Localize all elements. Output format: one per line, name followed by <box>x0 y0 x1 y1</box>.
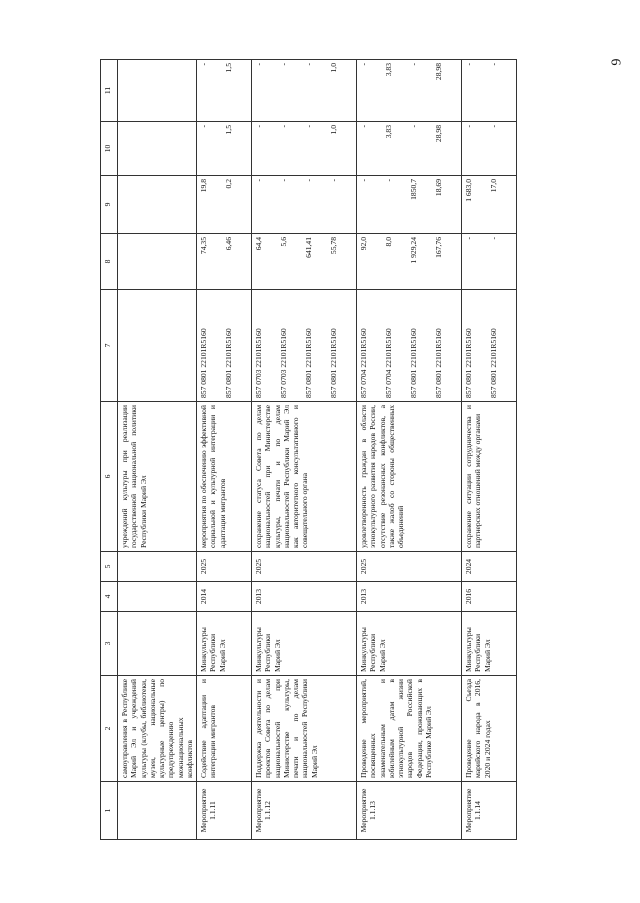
cell-col-8 <box>197 234 252 290</box>
table-row <box>252 60 357 840</box>
program-measures-table <box>100 59 517 840</box>
cell-value: - <box>254 179 263 182</box>
cell-col-8 <box>462 234 517 290</box>
cell-col-7 <box>252 290 357 402</box>
cell-value: 3,83 <box>384 63 393 77</box>
cell-col-5 <box>118 552 197 582</box>
cell-value: - <box>464 125 473 128</box>
cell-value: 857 0703 22101R5160 <box>279 328 288 398</box>
cell-col-4 <box>118 582 197 612</box>
cell-col-11 <box>462 60 517 122</box>
cell-col-3: Минкультуры Республики Марий Эл <box>357 612 462 676</box>
cell-value: 74,35 <box>199 237 208 255</box>
cell-col-7 <box>118 290 197 402</box>
cell-value: 19,8 <box>199 179 208 193</box>
cell-col-6: сохранение ситуации сотрудничества и партнерских отношений между органами <box>462 402 517 552</box>
cell-value: - <box>489 125 498 128</box>
cell-value: 28,98 <box>434 125 443 143</box>
cell-col-1: Мероприятие 1.1.11 <box>197 782 252 840</box>
cell-col-10 <box>357 122 462 176</box>
cell-value: 6,46 <box>224 237 233 251</box>
cell-value: - <box>304 125 313 128</box>
cell-value: 18,69 <box>434 179 443 197</box>
cell-value: 55,78 <box>329 237 338 255</box>
column-header-9: 9 <box>101 176 118 234</box>
column-header-1: 1 <box>101 782 118 840</box>
column-header-5: 5 <box>101 552 118 582</box>
cell-col-3: Минкультуры Республики Марий Эл <box>252 612 357 676</box>
cell-col-5: 2025 <box>252 552 357 582</box>
cell-col-1 <box>118 782 197 840</box>
table-body <box>118 60 517 840</box>
column-header-11: 11 <box>101 60 118 122</box>
cell-value: 1,0 <box>329 125 338 135</box>
cell-col-7 <box>357 290 462 402</box>
cell-col-10 <box>462 122 517 176</box>
cell-value: - <box>464 237 473 240</box>
cell-value: 857 0801 22101R5160 <box>199 328 208 398</box>
cell-col-2: Проведение мероприятий, посвященных знаменательным и юбилейным датам в этнокультурной жизни народов Российской Федерации, проживающих в Республике Марий Эл <box>357 676 462 782</box>
cell-col-9 <box>197 176 252 234</box>
cell-value: 3,83 <box>384 125 393 139</box>
cell-col-2: Поддержка деятельности и проектов Совета по делам национальностей при Министерстве культуры, печати и по делам национальностей Республики Марий Эл <box>252 676 357 782</box>
cell-value: - <box>304 63 313 66</box>
cell-value: - <box>279 63 288 66</box>
cell-col-7 <box>462 290 517 402</box>
cell-col-9 <box>252 176 357 234</box>
page-number: 6 <box>607 58 623 66</box>
cell-col-1: Мероприятие 1.1.13 <box>357 782 462 840</box>
cell-col-8 <box>252 234 357 290</box>
table-row <box>197 60 252 840</box>
cell-value: - <box>489 237 498 240</box>
cell-col-3: Минкультуры Республики Марий Эл <box>197 612 252 676</box>
cell-value: - <box>279 179 288 182</box>
cell-value: - <box>359 125 368 128</box>
table-row <box>462 60 517 840</box>
cell-col-6: сохранение статуса Совета по делам национальностей при Министерстве культуры, печати и по делам национальностей Республики Марий Эл как авторитетного консультативного и совещательного органа <box>252 402 357 552</box>
cell-col-3 <box>118 612 197 676</box>
cell-col-8 <box>118 234 197 290</box>
cell-value: - <box>304 179 313 182</box>
cell-value: - <box>199 63 208 66</box>
cell-col-8 <box>357 234 462 290</box>
cell-col-5: 2025 <box>197 552 252 582</box>
cell-col-11 <box>197 60 252 122</box>
cell-col-11 <box>357 60 462 122</box>
cell-value: 857 0801 22101R5160 <box>489 328 498 398</box>
table-row <box>118 60 197 840</box>
cell-value: 17,0 <box>489 179 498 193</box>
column-header-3: 3 <box>101 612 118 676</box>
cell-value: 1,0 <box>329 63 338 73</box>
table-row <box>357 60 462 840</box>
cell-value: - <box>384 179 393 182</box>
cell-value: - <box>199 125 208 128</box>
cell-col-6: удовлетворенность граждан в области этнокультурного развития народов России, отсутствие резонансных конфликтов, а также жалоб со стороны общественных объединений <box>357 402 462 552</box>
cell-value: 857 0801 22101R5160 <box>329 328 338 398</box>
cell-value: 28,98 <box>434 63 443 81</box>
cell-col-2: Содействие адаптации и интеграции мигрантов <box>197 676 252 782</box>
cell-col-4: 2014 <box>197 582 252 612</box>
cell-col-6: мероприятия по обеспечению эффективной социальной и культурной интеграции и адаптации мигрантов <box>197 402 252 552</box>
cell-col-2: Проведение Съезда марийского народа в 2016, 2020 и 2024 годах <box>462 676 517 782</box>
cell-value: 857 0801 22101R5160 <box>409 328 418 398</box>
cell-col-5: 2025 <box>357 552 462 582</box>
cell-col-4: 2016 <box>462 582 517 612</box>
cell-value: 1850,7 <box>409 179 418 200</box>
cell-col-4: 2013 <box>357 582 462 612</box>
column-header-7: 7 <box>101 290 118 402</box>
column-header-4: 4 <box>101 582 118 612</box>
cell-value: 92,0 <box>359 237 368 251</box>
cell-col-9 <box>462 176 517 234</box>
cell-value: - <box>359 63 368 66</box>
cell-value: 167,76 <box>434 237 443 258</box>
cell-col-11 <box>252 60 357 122</box>
cell-value: 857 0801 22101R5160 <box>304 328 313 398</box>
cell-value: - <box>464 63 473 66</box>
cell-value: 0,2 <box>224 179 233 189</box>
cell-value: 1,5 <box>224 63 233 73</box>
cell-value: - <box>409 63 418 66</box>
cell-value: - <box>329 179 338 182</box>
cell-col-11 <box>118 60 197 122</box>
rotated-table-wrapper <box>100 60 610 840</box>
cell-col-5: 2024 <box>462 552 517 582</box>
cell-value: 857 0801 22101R5160 <box>464 328 473 398</box>
cell-value: 857 0704 22101R5160 <box>359 328 368 398</box>
cell-value: 857 0801 22101R5160 <box>434 328 443 398</box>
column-header-10: 10 <box>101 122 118 176</box>
cell-col-10 <box>118 122 197 176</box>
cell-col-7 <box>197 290 252 402</box>
cell-value: 857 0704 22101R5160 <box>384 328 393 398</box>
cell-value: - <box>254 125 263 128</box>
cell-value: 64,4 <box>254 237 263 251</box>
cell-value: 1 683,0 <box>464 179 473 202</box>
cell-value: 641,41 <box>304 237 313 258</box>
cell-value: 857 0801 22101R5160 <box>224 328 233 398</box>
cell-col-4: 2013 <box>252 582 357 612</box>
cell-value: 5,6 <box>279 237 288 247</box>
cell-value: 1 929,24 <box>409 237 418 264</box>
cell-value: - <box>254 63 263 66</box>
cell-col-10 <box>252 122 357 176</box>
cell-col-1: Мероприятие 1.1.14 <box>462 782 517 840</box>
cell-value: - <box>489 63 498 66</box>
cell-col-9 <box>118 176 197 234</box>
cell-col-10 <box>197 122 252 176</box>
cell-col-3: Минкультуры Республики Марий Эл <box>462 612 517 676</box>
cell-value: - <box>409 125 418 128</box>
column-header-2: 2 <box>101 676 118 782</box>
cell-value: 8,0 <box>384 237 393 247</box>
cell-value: 857 0703 22101R5160 <box>254 328 263 398</box>
cell-value: 1,5 <box>224 125 233 135</box>
cell-value: - <box>279 125 288 128</box>
column-header-8: 8 <box>101 234 118 290</box>
cell-col-1: Мероприятие 1.1.12 <box>252 782 357 840</box>
cell-col-9 <box>357 176 462 234</box>
column-number-row <box>101 60 118 840</box>
column-header-6: 6 <box>101 402 118 552</box>
cell-value: - <box>359 179 368 182</box>
cell-col-6: учреждений культуры при реализации государственной национальной политики Республики Марий Эл <box>118 402 197 552</box>
cell-col-2: самоуправления в Республике Марий Эл и учреждений культуры (клубы, библиотеки, музеи, национальные культурные центры) по предупреждению межнациональных конфликтов <box>118 676 197 782</box>
